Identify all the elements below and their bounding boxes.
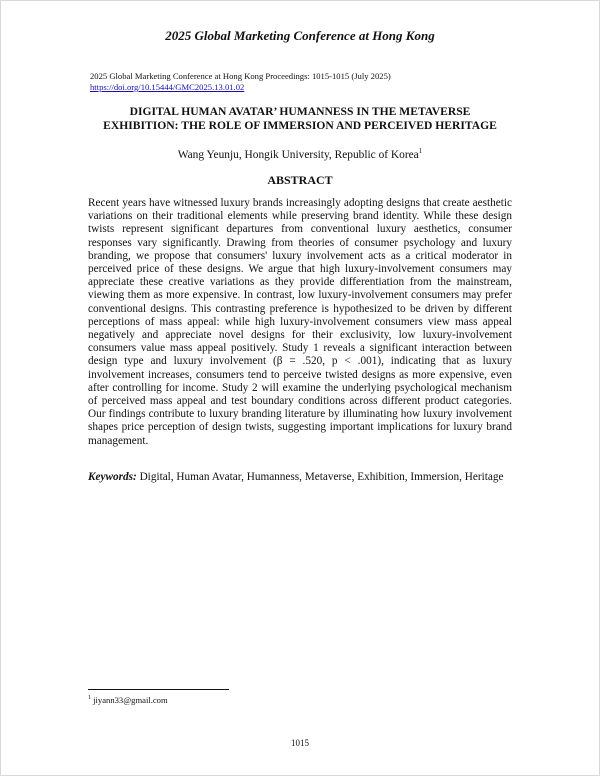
page-number: 1015 xyxy=(291,738,309,748)
author-footnote-mark: 1 xyxy=(418,147,423,155)
abstract-heading: ABSTRACT xyxy=(267,173,333,187)
keywords xyxy=(88,471,512,484)
paper-title-line-2: EXHIBITION: THE ROLE OF IMMERSION AND PERCEIVED HERITAGE xyxy=(103,119,497,132)
author-name: Wang Yeunju, Hongik University, Republic of Korea xyxy=(177,148,419,161)
conference-header: 2025 Global Marketing Conference at Hong Kong xyxy=(165,28,435,43)
keywords-label: Keywords: xyxy=(88,471,137,483)
paper-title-line-1: DIGITAL HUMAN AVATAR’ HUMANNESS IN THE METAVERSE xyxy=(129,105,471,118)
footnote-mark: 1 xyxy=(88,695,91,702)
paper-title xyxy=(80,105,520,133)
footnote-divider xyxy=(88,689,229,690)
citation-block xyxy=(90,71,391,93)
footnote-email: jiyann33@gmail.com xyxy=(93,695,168,705)
footnote xyxy=(88,695,168,705)
author-line xyxy=(0,147,600,161)
abstract-text: Recent years have witnessed luxury brands increasingly adopting designs that create aesthetic variations on their traditional elements while preserving brand identity. While these design twists represent significant departures from conventional luxury aesthetics, consumer responses vary significantly. Drawing from theories of consumer psychology and luxury branding, we propose that consumers' luxury involvement acts as a critical moderator in perceived price of these designs. We argue that high luxury-involvement consumers may appreciate these creative variations as they provide differentiation from the mainstream, viewing them as more expensive. In contrast, low luxury-involvement consumers may prefer conventional designs. This contrasting preference is hypothesized to be driven by different perceptions of mass appeal: while high luxury-involvement consumers view mass appeal negatively and appreciate novel designs for their exclusivity, low luxury-involvement consumers value mass appeal positively. Study 1 reveals a significant interaction between design type and luxury involvement (β = .520, p < .001), indicating that as luxury involvement increases, consumers tend to perceive twisted designs as more expensive, even after controlling for income. Study 2 will examine the underlying psychological mechanism of perceived mass appeal and test boundary conditions across different product categories. Our findings contribute to luxury branding literature by illuminating how luxury involvement shapes price perception of design twists, suggesting important implications for luxury brand management. xyxy=(88,197,512,447)
doi-link[interactable]: https://doi.org/10.15444/GMC2025.13.01.02 xyxy=(90,82,245,92)
proceedings-line: 2025 Global Marketing Conference at Hong Kong Proceedings: 1015-1015 (July 2025) xyxy=(90,71,391,81)
keywords-text: Digital, Human Avatar, Humanness, Metaverse, Exhibition, Immersion, Heritage xyxy=(139,471,504,483)
